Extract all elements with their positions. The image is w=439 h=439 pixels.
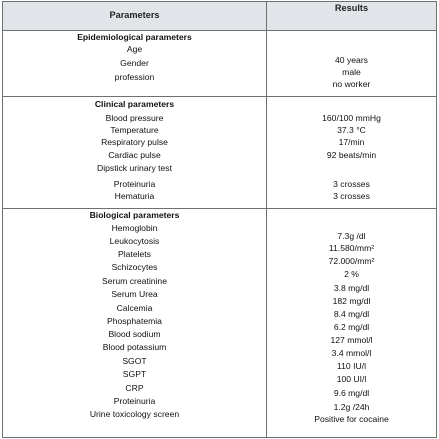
result-serum-creatinine: 3.8 mg/dl xyxy=(333,283,370,293)
param-proteinuria-24h: Proteinuria xyxy=(113,396,156,406)
result-gender: male xyxy=(342,67,361,77)
result-sgot: 110 IU/l xyxy=(337,361,366,371)
param-phosphatemia: Phosphatemia xyxy=(107,316,162,326)
section-title-epidemiological: Epidemiological parameters xyxy=(77,32,192,42)
result-profession: no worker xyxy=(332,79,371,89)
param-hematuria: Hematuria xyxy=(114,191,155,201)
section-title-biological: Biological parameters xyxy=(89,210,180,220)
result-serum-urea: 182 mg/dl xyxy=(332,296,371,306)
param-temperature: Temperature xyxy=(110,125,159,135)
param-profession: profession xyxy=(114,72,155,82)
result-sgpt: 100 UI/l xyxy=(336,374,367,384)
result-proteinuria: 3 crosses xyxy=(333,179,370,189)
param-serum-urea: Serum Urea xyxy=(111,289,158,299)
result-phosphatemia: 6.2 mg/dl xyxy=(333,322,370,332)
result-proteinuria-24h: 1.2g /24h xyxy=(333,402,370,412)
result-hemoglobin: 7.3g /dl xyxy=(337,231,366,241)
result-blood-potassium: 3.4 mmol/l xyxy=(331,348,372,358)
table-border-right xyxy=(436,1,437,438)
result-urine-toxicology-screen: Positive for cocaine xyxy=(314,414,389,424)
result-hematuria: 3 crosses xyxy=(333,191,370,201)
result-respiratory-pulse: 17/min xyxy=(338,137,365,147)
header-parameters: Parameters xyxy=(109,10,160,20)
param-proteinuria: Proteinuria xyxy=(113,179,156,189)
result-age: 40 years xyxy=(335,55,368,65)
param-age: Age xyxy=(126,44,143,54)
header-results: Results xyxy=(334,3,369,13)
param-crp: CRP xyxy=(125,383,144,393)
result-calcemia: 8.4 mg/dl xyxy=(333,309,370,319)
result-crp: 9.6 mg/dl xyxy=(333,388,370,398)
result-leukocytosis: 11.580/mm² xyxy=(328,243,375,253)
param-blood-sodium: Blood sodium xyxy=(108,329,161,339)
section-divider xyxy=(2,208,437,209)
param-urine-toxicology-screen: Urine toxicology screen xyxy=(89,409,180,419)
result-blood-sodium: 127 mmol/l xyxy=(330,335,373,345)
param-platelets: Platelets xyxy=(118,249,151,259)
param-respiratory-pulse: Respiratory pulse xyxy=(101,137,168,147)
param-schizocytes: Schizocytes xyxy=(111,262,158,272)
header-divider xyxy=(2,30,437,31)
result-schizocytes: 2 % xyxy=(344,269,359,279)
param-calcemia: Calcemia xyxy=(116,303,153,313)
param-sgot: SGOT xyxy=(122,356,147,366)
table-border-bottom xyxy=(2,437,437,438)
section-title-clinical: Clinical parameters xyxy=(94,99,175,109)
param-hemoglobin: Hemoglobin xyxy=(111,223,158,233)
param-cardiac-pulse: Cardiac pulse xyxy=(108,150,161,160)
param-gender: Gender xyxy=(120,58,149,68)
result-platelets: 72.000/mm² xyxy=(328,256,375,266)
param-leukocytosis: Leukocytosis xyxy=(109,236,160,246)
result-cardiac-pulse: 92 beats/min xyxy=(326,150,377,160)
table-border-top xyxy=(2,1,437,2)
param-sgpt: SGPT xyxy=(122,369,147,379)
result-temperature: 37.3 °C xyxy=(337,125,366,135)
param-blood-pressure: Blood pressure xyxy=(105,113,164,123)
result-blood-pressure: 160/100 mmHg xyxy=(322,113,381,123)
param-dipstick-urinary-test: Dipstick urinary test xyxy=(97,163,172,173)
param-blood-potassium: Blood potassium xyxy=(102,342,167,352)
section-divider xyxy=(2,96,437,97)
param-serum-creatinine: Serum creatinine xyxy=(102,276,167,286)
